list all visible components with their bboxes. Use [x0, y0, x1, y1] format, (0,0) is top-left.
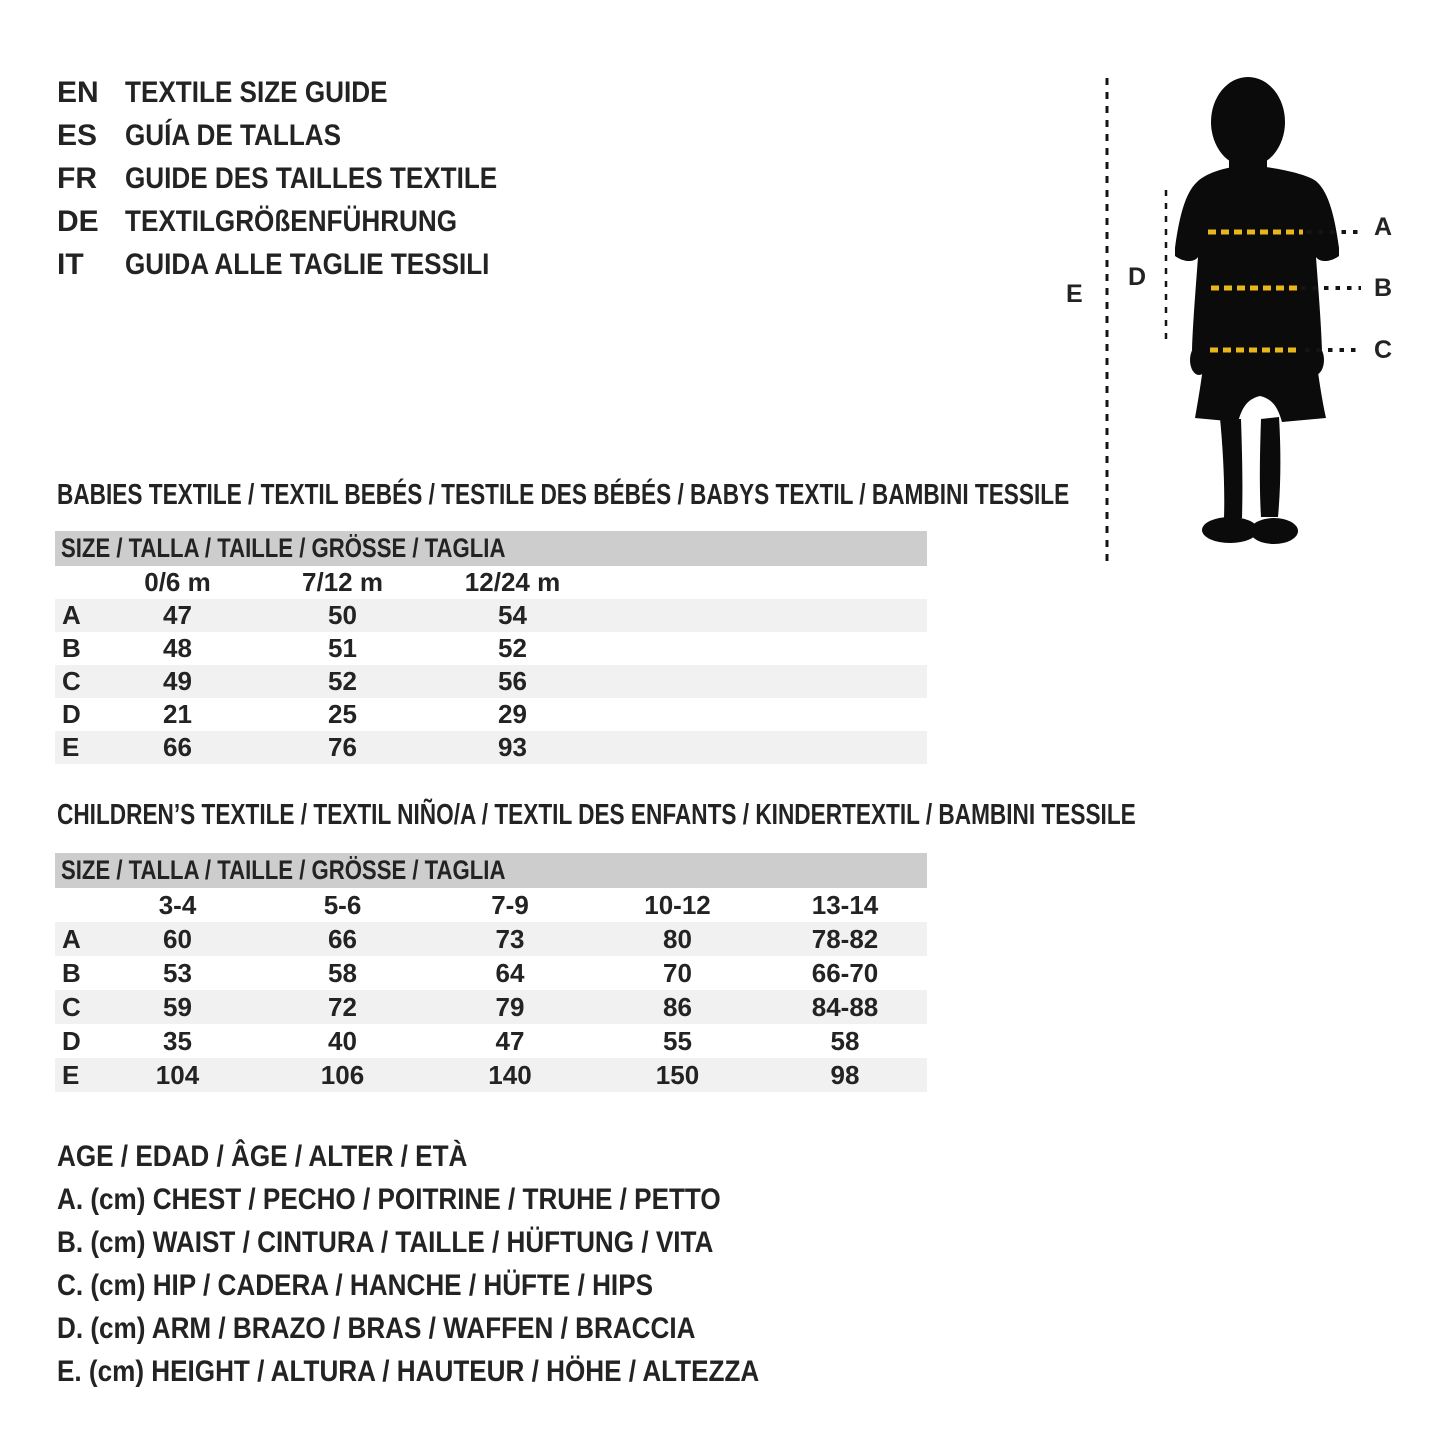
cell: 53 — [163, 957, 192, 988]
cell: 73 — [495, 923, 525, 954]
babies-size-table — [55, 531, 927, 764]
table-row — [55, 665, 927, 698]
row-label: B — [62, 957, 81, 988]
row-label: D — [62, 1025, 81, 1056]
measurement-legend — [57, 1135, 864, 1393]
language-row-it — [57, 243, 553, 286]
table-row — [55, 632, 927, 665]
cell: 104 — [155, 1059, 200, 1090]
cell: 72 — [328, 991, 357, 1022]
column-header: 0/6 m — [144, 567, 211, 597]
row-label: B — [62, 633, 81, 663]
cell: 25 — [328, 699, 357, 729]
table-row — [55, 698, 927, 731]
child-silhouette — [1175, 77, 1339, 544]
cell: 98 — [830, 1059, 860, 1090]
cell: 79 — [495, 991, 525, 1022]
language-code: IT — [57, 247, 84, 281]
table-row — [55, 922, 927, 956]
children-section-title — [57, 801, 1440, 830]
babies-column-header-row — [55, 566, 927, 599]
babies-size-header-bar — [55, 531, 927, 566]
size-header-text: SIZE / TALLA / TAILLE / GRÖSSE / TAGLIA — [61, 533, 506, 563]
cell: 58 — [328, 957, 357, 988]
legend-text: C. (cm) HIP / CADERA / HANCHE / HÜFTE / HIPS — [57, 1268, 654, 1302]
cell: 55 — [663, 1025, 692, 1056]
marker-label-waist: B — [1374, 274, 1393, 302]
column-header: 7/12 m — [302, 567, 383, 597]
children-size-header-bar — [55, 853, 927, 888]
language-row-fr — [57, 157, 553, 200]
row-label: A — [62, 923, 81, 954]
guide-title-fr: GUIDE DES TAILLES TEXTILE — [125, 161, 498, 195]
cell: 66 — [163, 732, 192, 762]
cell: 86 — [663, 991, 692, 1022]
cell: 29 — [498, 699, 527, 729]
legend-line-height — [57, 1350, 864, 1393]
marker-label-arm: D — [1128, 263, 1147, 291]
column-header: 3-4 — [158, 889, 197, 920]
cell: 52 — [328, 666, 357, 696]
table-row — [55, 1024, 927, 1058]
row-label: C — [62, 991, 81, 1022]
marker-label-hip: C — [1374, 336, 1393, 364]
table-row — [55, 599, 927, 632]
legend-line-arm — [57, 1307, 864, 1350]
legend-line-waist — [57, 1221, 864, 1264]
row-label: E — [62, 732, 80, 762]
cell: 78-82 — [811, 923, 879, 954]
cell: 51 — [328, 633, 357, 663]
column-header: 5-6 — [323, 889, 362, 920]
table-row — [55, 1058, 927, 1092]
cell: 93 — [498, 732, 527, 762]
legend-text: D. (cm) ARM / BRAZO / BRAS / WAFFEN / BRACCIA — [57, 1311, 696, 1345]
language-code: EN — [57, 75, 99, 109]
cell: 21 — [163, 699, 192, 729]
cell: 50 — [328, 600, 357, 630]
cell: 64 — [495, 957, 525, 988]
table-row — [55, 956, 927, 990]
cell: 52 — [498, 633, 527, 663]
cell: 49 — [163, 666, 192, 696]
babies-section-title-text: BABIES TEXTILE / TEXTIL BEBÉS / TESTILE DES BÉBÉS / BABYS TEXTIL / BAMBINI TESSILE — [57, 479, 1070, 511]
size-header-text: SIZE / TALLA / TAILLE / GRÖSSE / TAGLIA — [61, 855, 506, 885]
row-label: A — [62, 600, 81, 630]
column-header: 12/24 m — [464, 567, 561, 597]
cell: 47 — [163, 600, 192, 630]
children-column-header-row — [55, 888, 927, 922]
guide-title-it: GUIDA ALLE TAGLIE TESSILI — [125, 247, 490, 281]
language-code: FR — [57, 161, 97, 195]
cell: 66-70 — [811, 957, 879, 988]
babies-section-title — [57, 481, 1355, 510]
legend-text: AGE / EDAD / ÂGE / ALTER / ETÀ — [57, 1139, 468, 1173]
legend-line-hip — [57, 1264, 864, 1307]
cell: 140 — [488, 1059, 532, 1090]
cell: 47 — [495, 1025, 525, 1056]
language-title-block — [57, 71, 553, 286]
cell: 66 — [328, 923, 357, 954]
language-code: DE — [57, 204, 99, 238]
row-label: E — [62, 1059, 80, 1090]
cell: 76 — [328, 732, 357, 762]
legend-text: B. (cm) WAIST / CINTURA / TAILLE / HÜFTUNG / VITA — [57, 1225, 714, 1259]
children-size-table — [55, 853, 927, 1092]
column-header: 7-9 — [491, 889, 529, 920]
cell: 59 — [163, 991, 192, 1022]
cell: 56 — [498, 666, 527, 696]
legend-text: E. (cm) HEIGHT / ALTURA / HAUTEUR / HÖHE / ALTEZZA — [57, 1354, 760, 1388]
table-row — [55, 990, 927, 1024]
cell: 54 — [498, 600, 527, 630]
legend-text: A. (cm) CHEST / PECHO / POITRINE / TRUHE / PETTO — [57, 1182, 721, 1216]
guide-title-es: GUÍA DE TALLAS — [125, 118, 342, 152]
cell: 80 — [663, 923, 692, 954]
table-row — [55, 731, 927, 764]
cell: 60 — [163, 923, 192, 954]
row-label: D — [62, 699, 81, 729]
language-row-en — [57, 71, 553, 114]
marker-label-chest: A — [1374, 213, 1393, 241]
legend-line-chest — [57, 1178, 864, 1221]
column-header: 10-12 — [644, 889, 711, 920]
language-row-es — [57, 114, 553, 157]
column-header: 13-14 — [811, 889, 879, 920]
guide-title-en: TEXTILE SIZE GUIDE — [125, 75, 388, 109]
language-code: ES — [57, 118, 98, 152]
marker-label-height: E — [1066, 280, 1083, 308]
guide-title-de: TEXTILGRÖßENFÜHRUNG — [125, 204, 458, 238]
children-section-title-text: CHILDREN’S TEXTILE / TEXTIL NIÑO/A / TEXTIL DES ENFANTS / KINDERTEXTIL / BAMBINI TESSILE — [57, 799, 1136, 831]
cell: 48 — [163, 633, 192, 663]
language-row-de — [57, 200, 553, 243]
cell: 40 — [328, 1025, 357, 1056]
row-label: C — [62, 666, 81, 696]
legend-line-age — [57, 1135, 864, 1178]
cell: 106 — [320, 1059, 365, 1090]
cell: 150 — [655, 1059, 700, 1090]
cell: 84-88 — [811, 991, 879, 1022]
cell: 58 — [830, 1025, 860, 1056]
cell: 35 — [163, 1025, 192, 1056]
cell: 70 — [663, 957, 692, 988]
